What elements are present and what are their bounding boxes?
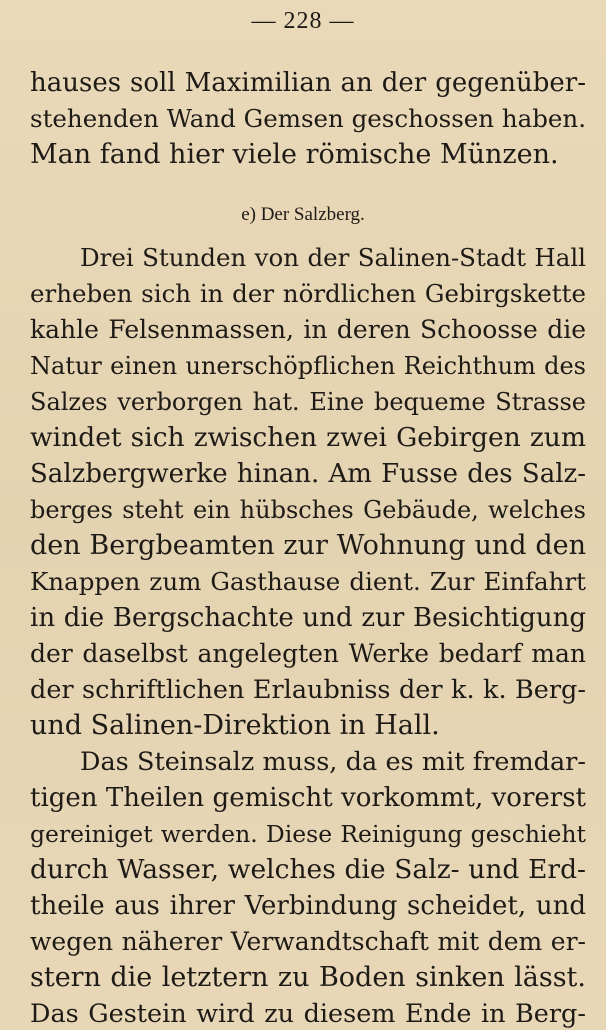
text-line: gereiniget werden. Diese Reinigung geschieht [30,820,586,848]
text-line: Das Gestein wird zu diesem Ende in Berg- [30,999,586,1029]
text-line: Das Steinsalz muss, da es mit fremdar- [80,747,586,777]
section-heading: e) Der Salzberg. [241,204,365,225]
text-line: Knappen zum Gasthause dient. Zur Einfahrt [30,567,586,596]
text-line: Drei Stunden von der Salinen-Stadt Hall [80,243,586,272]
text-line: der daselbst angelegten Werke bedarf man [30,639,586,668]
text-line: theile aus ihrer Verbindung scheidet, und [30,891,586,921]
text-line: den Bergbeamten zur Wohnung und den [30,530,586,561]
text-line: berges steht ein hübsches Gebäude, welches [30,496,586,524]
text-line: Salzbergwerke hinan. Am Fusse des Salz- [30,459,586,489]
text-line: stehenden Wand Gemsen geschossen haben. [30,104,586,133]
text-line: Natur einen unerschöpflichen Reichthum des [30,352,586,380]
text-line: wegen näherer Verwandtschaft mit dem er- [30,927,586,956]
text-line: hauses soll Maximilian an der gegenüber- [30,68,586,98]
text-line: und Salinen-Direktion in Hall. [30,710,440,741]
text-line: tigen Theilen gemischt vorkommt, vorerst [30,783,586,813]
text-line: erheben sich in der nördlichen Gebirgskette [30,279,586,308]
text-line: der schriftlichen Erlaubniss der k. k. Berg- [30,675,586,705]
text-line: stern die letztern zu Boden sinken lässt. [30,962,586,993]
text-line: durch Wasser, welches die Salz- und Erd- [30,854,586,885]
text-line: kahle Felsenmassen, in deren Schoosse die [30,315,586,344]
text-line: Salzes verborgen hat. Eine bequeme Strasse [30,388,586,416]
text-line: in die Bergschachte und zur Besichtigung [30,603,586,633]
text-line: Man fand hier viele römische Münzen. [30,139,559,170]
text-line: windet sich zwischen zwei Gebirgen zum [30,422,586,453]
page-number: — 228 — [251,8,355,34]
